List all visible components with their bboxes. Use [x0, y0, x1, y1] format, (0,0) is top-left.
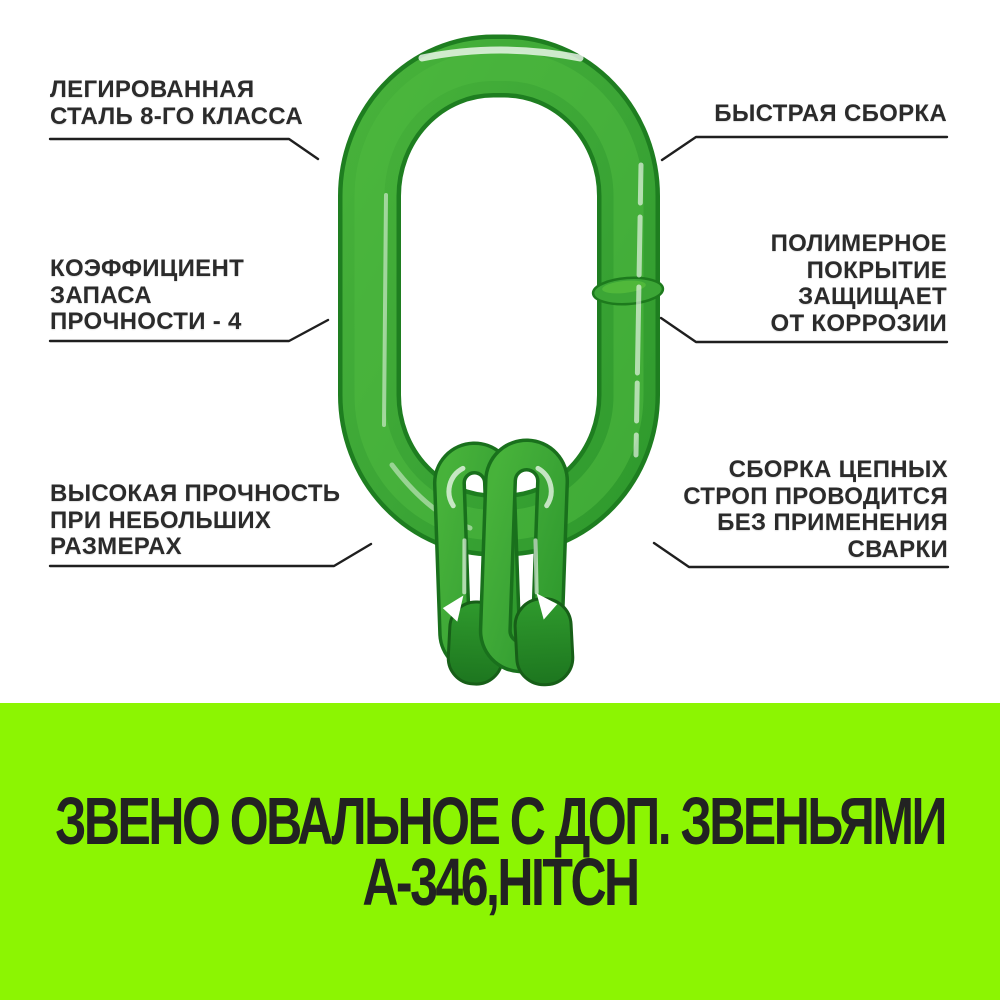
product-title-line-1: ЗВЕНО ОВАЛЬНОЕ С ДОП. ЗВЕНЬЯМИ	[55, 783, 945, 859]
leader-line-top-right	[662, 137, 947, 160]
annotation-line: ПОКРЫТИЕ	[806, 256, 947, 284]
annotation-line: РАЗМЕРАХ	[50, 533, 182, 560]
annotation-line: СВАРКИ	[847, 535, 948, 563]
annotation-line: БЫСТРАЯ СБОРКА	[714, 100, 947, 127]
annotation-polymer-coating	[770, 231, 947, 337]
annotation-no-welding	[683, 457, 948, 563]
annotation-line: СТАЛЬ 8-ГО КЛАССА	[50, 102, 303, 130]
annotation-line: ВЫСОКАЯ ПРОЧНОСТЬ	[50, 480, 341, 507]
annotation-line: БЕЗ ПРИМЕНЕНИЯ	[717, 509, 948, 536]
annotation-line: ЛЕГИРОВАННАЯ	[50, 76, 255, 103]
annotation-line: ПРОЧНОСТИ - 4	[50, 308, 242, 335]
annotation-alloy-steel	[50, 77, 303, 130]
product-title-banner	[0, 703, 1000, 1000]
leader-line-top-left	[50, 139, 318, 159]
annotation-line: ПОЛИМЕРНОЕ	[770, 230, 947, 257]
annotation-line: ОТ КОРРОЗИИ	[770, 309, 947, 337]
annotation-line: ПРИ НЕБОЛЬШИХ	[50, 506, 272, 534]
annotation-line: ЗАПАСА	[50, 281, 152, 309]
annotation-line: СТРОП ПРОВОДИТСЯ	[683, 482, 948, 510]
product-title	[55, 783, 945, 920]
annotation-high-strength	[50, 481, 340, 561]
annotation-safety-factor	[50, 256, 244, 336]
annotation-line: КОЭФФИЦИЕНТ	[50, 255, 245, 282]
product-title-line-2: А-346,HITCH	[362, 844, 638, 920]
annotation-line: СБОРКА ЦЕПНЫХ	[728, 456, 948, 483]
annotation-line: ЗАЩИЩАЕТ	[798, 283, 947, 310]
annotation-quick-assembly	[714, 101, 947, 128]
